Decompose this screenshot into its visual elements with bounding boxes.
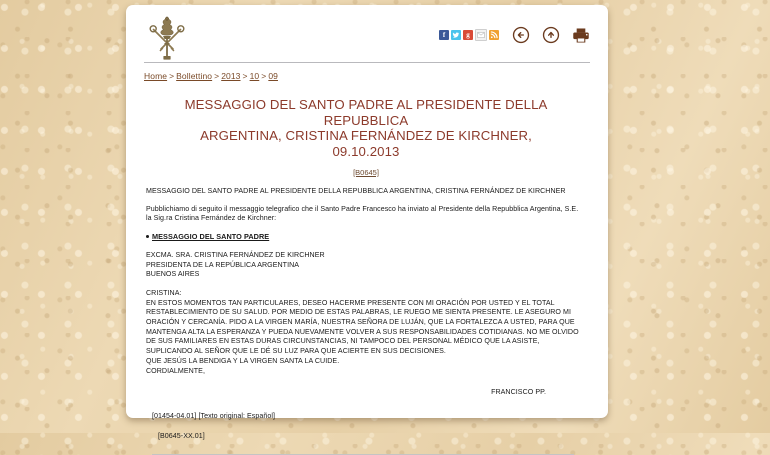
- bullet-dot-icon: [146, 235, 149, 238]
- message-salutation: CRISTINA:: [146, 288, 182, 297]
- up-arrow-icon[interactable]: [542, 26, 560, 44]
- footer-codes: [152, 412, 582, 441]
- panel-inner: [126, 5, 608, 440]
- google-plus-share-icon[interactable]: g: [463, 30, 473, 40]
- document-heading: MESSAGGIO DEL SANTO PADRE AL PRESIDENTE DELLA REPUBBLICA ARGENTINA, CRISTINA FERNÁNDEZ DE KIRCHNER: [146, 187, 566, 195]
- bulletin-code-link[interactable]: [B0645]: [353, 168, 379, 177]
- breadcrumb-item-2013[interactable]: 2013: [221, 71, 241, 81]
- breadcrumb-separator: >: [242, 71, 248, 81]
- facebook-share-icon[interactable]: f: [439, 30, 449, 40]
- printer-icon[interactable]: [572, 27, 589, 44]
- message-block: [146, 289, 582, 376]
- message-closing: CORDIALMENTE,: [146, 366, 205, 375]
- footer-code-original: [01454-04.01] [Texto original: Español]: [152, 411, 276, 420]
- addressee-block: [146, 251, 582, 280]
- footer-code-bulletin: [B0645-XX.01]: [158, 431, 205, 440]
- signature: FRANCISCO PP.: [491, 388, 546, 397]
- breadcrumb-separator: >: [169, 71, 175, 81]
- message-subheading: [146, 232, 582, 242]
- bulletin-code: [140, 168, 592, 177]
- header-divider: [144, 62, 590, 63]
- breadcrumb-item-09[interactable]: 09: [268, 71, 278, 81]
- site-header: [140, 17, 592, 61]
- document-body: [146, 187, 582, 455]
- document-intro: Pubblichiamo di seguito il messaggio telegrafico che il Santo Padre Francesco ha inviato al Presidente della Repubblica Argentina, S.E. la Sig.ra Cristina Fernández de Kirchner:: [146, 204, 579, 223]
- page-title-line2: ARGENTINA, CRISTINA FERNÁNDEZ DE KIRCHNER, 09.10.2013: [200, 128, 532, 159]
- page-title-line1: MESSAGGIO DEL SANTO PADRE AL PRESIDENTE DELLA REPUBBLICA: [184, 97, 548, 128]
- twitter-share-icon[interactable]: [451, 30, 461, 40]
- message-blessing: QUE JESÚS LA BENDIGA Y LA VIRGEN SANTA LA CUIDE.: [146, 356, 340, 365]
- papal-coat-of-arms-icon: [146, 17, 188, 61]
- content-panel: [126, 5, 608, 440]
- breadcrumb: [144, 71, 592, 81]
- page-title: [166, 97, 566, 159]
- addressee-line-3: BUENOS AIRES: [146, 270, 200, 279]
- breadcrumb-separator: >: [261, 71, 267, 81]
- page-nav-group: [512, 26, 589, 44]
- rss-feed-icon[interactable]: [489, 30, 499, 40]
- breadcrumb-item-bollettino[interactable]: Bollettino: [176, 71, 213, 81]
- breadcrumb-item-10[interactable]: 10: [249, 71, 260, 81]
- message-subheading-label: MESSAGGIO DEL SANTO PADRE: [152, 232, 270, 242]
- addressee-line-2: PRESIDENTA DE LA REPÚBLICA ARGENTINA: [146, 260, 300, 269]
- addressee-line-1: EXCMA. SRA. CRISTINA FERNÁNDEZ DE KIRCHNER: [146, 250, 325, 259]
- back-arrow-icon[interactable]: [512, 26, 530, 44]
- message-text: EN ESTOS MOMENTOS TAN PARTICULARES, DESEO HACERME PRESENTE CON MI ORACIÓN POR USTED Y EL TOTAL RESTABLECIMIENTO DE SU SALUD. POR MEDIO DE ESTAS PALABRAS, LE RUEGO ME SIENTA PRESENTE. LE ASEGURO MI ORACIÓN Y CERCANÍA. PIDO A LA VIRGEN MARÍA, NUESTRA SEÑORA DE LUJÁN, QUE LA FORTALEZCA A USTED, PARA QUE MANTENGA ALTA LA ESPERANZA Y PUEDA NUEVAMENTE VOLVER A SUS RESPONSABILIDADES COTIDIANAS. NO ME OLVIDO DE SUS FAMILIARES EN ESTAS DURAS CIRCUNSTANCIAS, NI TAMPOCO DEL PERSONAL MÉDICO QUE LA ASISTE, SUPLICANDO AL SEÑOR QUE LE DÉ SU LUZ PARA QUE ACIERTE EN SUS DECISIONES.: [146, 298, 579, 356]
- email-share-icon[interactable]: [475, 29, 487, 41]
- breadcrumb-item-home[interactable]: Home: [144, 71, 168, 81]
- social-share-group: [439, 29, 499, 41]
- header-toolbar: [439, 26, 589, 44]
- breadcrumb-separator: >: [214, 71, 220, 81]
